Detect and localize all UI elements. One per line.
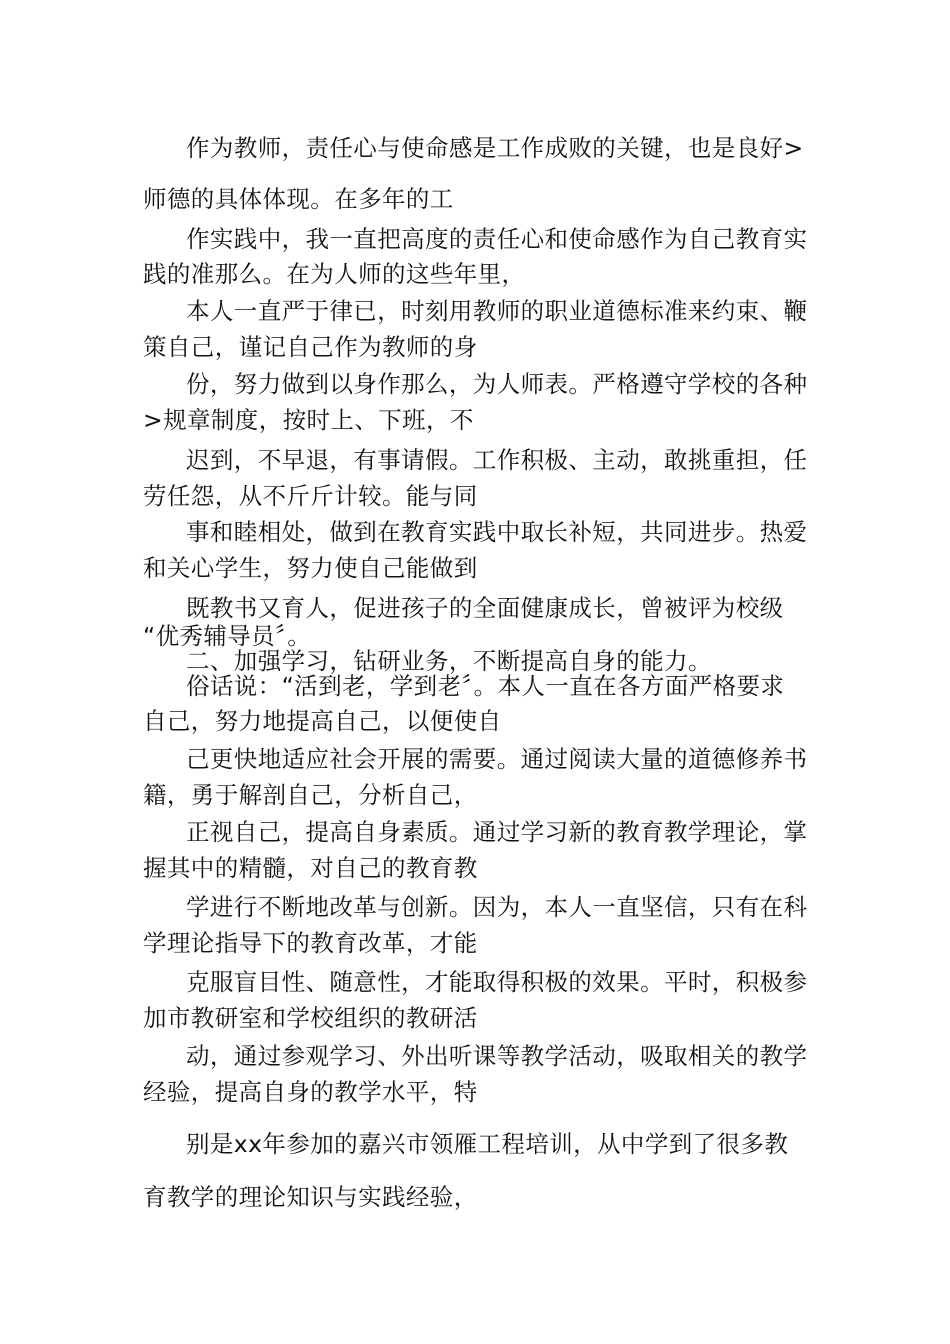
text-line: 自己，努力地提高自己，以便使自: [143, 707, 502, 735]
section-heading: 二、加强学习，钻研业务，不断提高自身的能力。: [186, 647, 712, 675]
text-line: 握其中的精髓，对自己的教育教: [143, 854, 478, 882]
text-line: 事和睦相处，做到在教育实践中取长补短，共同进步。热爱: [186, 518, 808, 546]
text-line: 既教书又育人，促进孩子的全面健康成长，曾被评为校级: [186, 594, 784, 622]
text-line: >规章制度，按时上、下班，不: [143, 406, 474, 434]
text-line: 作实践中，我一直把高度的责任心和使命感作为自己教育实: [186, 225, 808, 253]
text-line: 籍，勇于解剖自己，分析自己，: [143, 781, 478, 809]
text-line: 克服盲目性、随意性，才能取得积极的效果。平时，积极参: [186, 968, 808, 996]
text-line: 俗话说：“活到老，学到老〞。本人一直在各方面严格要求: [186, 672, 785, 700]
text-line: 迟到，不早退，有事请假。工作积极、主动，敢挑重担，任: [186, 446, 808, 474]
text-line: 动，通过参观学习、外出听课等教学活动，吸取相关的教学: [186, 1042, 808, 1070]
text-line: 和关心学生，努力使自己能做到: [143, 554, 478, 582]
text-line: 份，努力做到以身作那么，为人师表。严格遵守学校的各种: [186, 370, 808, 398]
text-line: “优秀辅导员〞。: [143, 622, 312, 650]
text-line: 劳任怨，从不斤斤计较。能与同: [143, 482, 478, 510]
text-line: 师德的具体体现。在多年的工: [143, 185, 454, 213]
text-line: 经验，提高自身的教学水平，特: [143, 1078, 478, 1106]
text-line: 己更快地适应社会开展的需要。通过阅读大量的道德修养书: [186, 745, 808, 773]
text-line: 践的准那么。在为人师的这些年里，: [143, 260, 526, 288]
text-line: 策自己，谨记自己作为教师的身: [143, 333, 478, 361]
text-line: 学理论指导下的教育改革，才能: [143, 929, 478, 957]
text-line: 别是xx年参加的嘉兴市领雁工程培训，从中学到了很多教: [186, 1130, 789, 1158]
text-line: 作为教师，责任心与使命感是工作成败的关键，也是良好>: [186, 134, 804, 162]
text-line: 正视自己，提高自身素质。通过学习新的教育教学理论，掌: [186, 818, 808, 846]
text-line: 育教学的理论知识与实践经验，: [143, 1183, 478, 1211]
text-line: 加市教研室和学校组织的教研活: [143, 1004, 478, 1032]
text-line: 学进行不断地改革与创新。因为，本人一直坚信，只有在科: [186, 893, 808, 921]
text-line: 本人一直严于律已，时刻用教师的职业道德标准来约束、鞭: [186, 297, 808, 325]
